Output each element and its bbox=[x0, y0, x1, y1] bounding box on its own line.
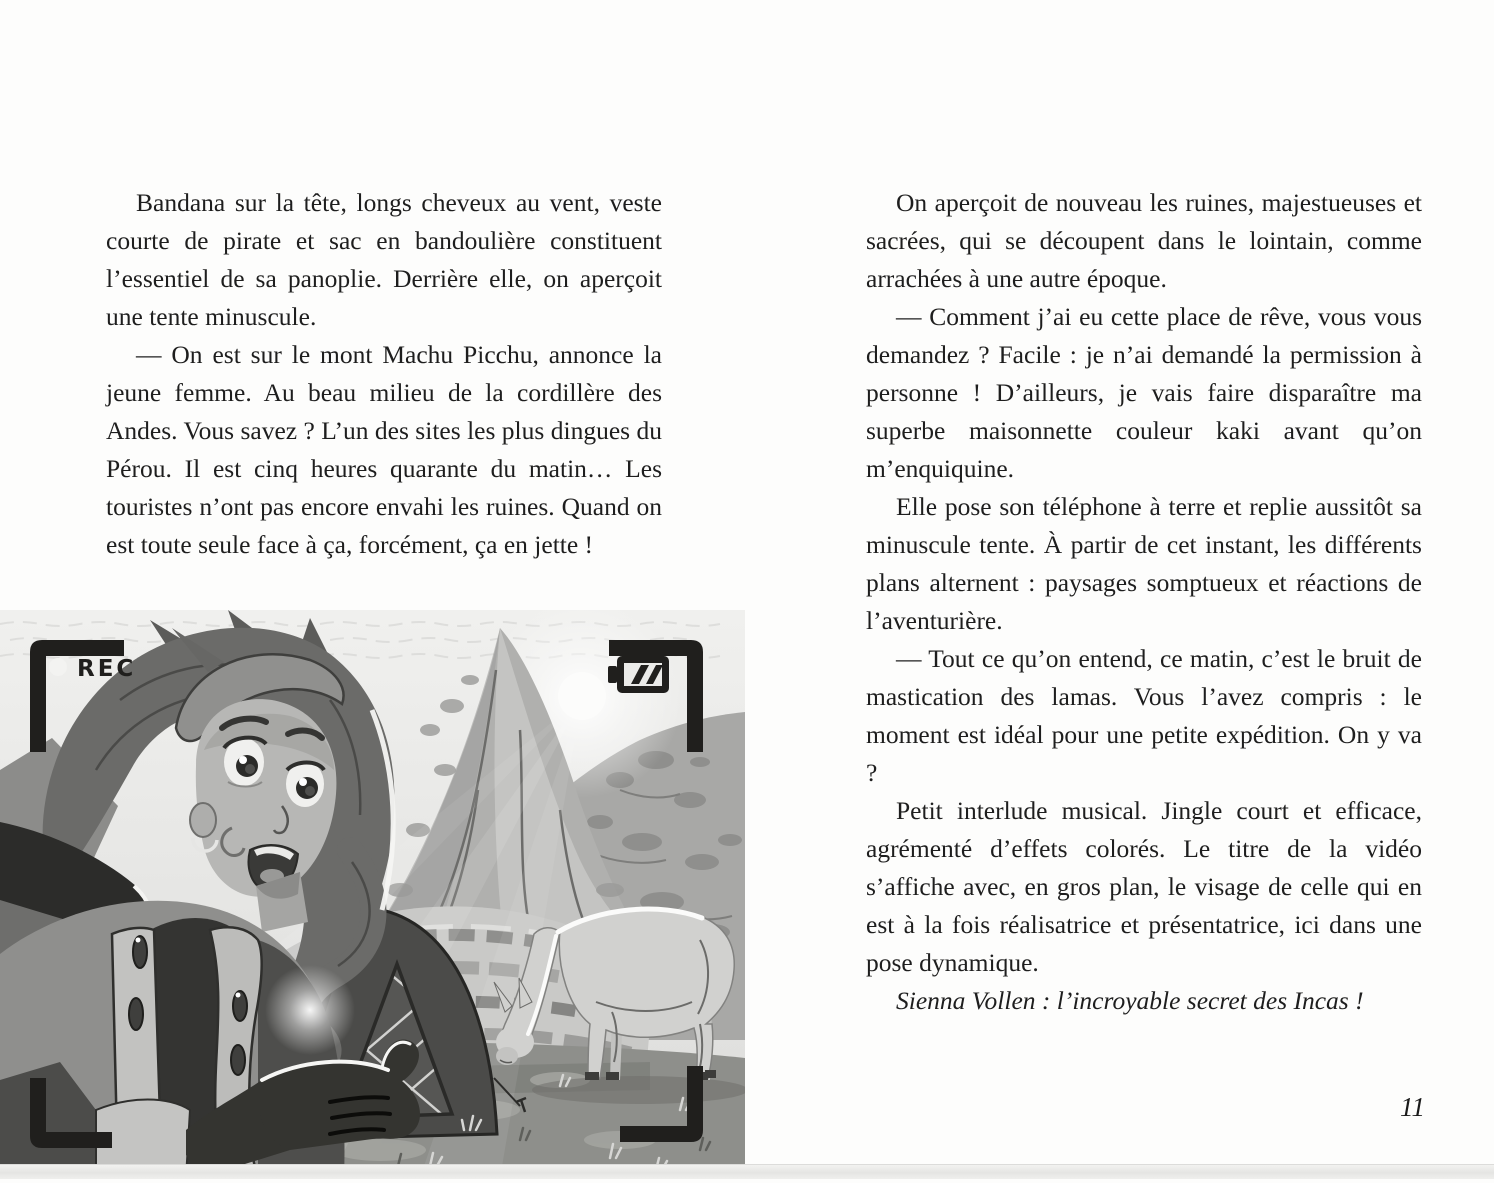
paragraph: — Comment j’ai eu cette place de rêve, vous vous demandez ? Facile : je n’ai demandé la permission à personne ! D’ailleurs, je vais faire disparaître ma superbe maisonnette couleur kaki avant qu’on m’enquiquine. bbox=[866, 302, 1422, 483]
right-page-text bbox=[866, 184, 1422, 1020]
illustration-canvas bbox=[0, 610, 745, 1178]
rec-label: REC bbox=[77, 656, 137, 682]
paragraph: Elle pose son téléphone à terre et replie aussitôt sa minuscule tente. À partir de cet instant, les différents plans alternent : paysages somptueux et réactions de l’aventurière. bbox=[866, 492, 1422, 635]
page-bottom-edge bbox=[0, 1164, 1494, 1179]
rec-dot bbox=[49, 658, 67, 676]
paragraph: On aperçoit de nouveau les ruines, majestueuses et sacrées, qui se découpent dans le lointain, comme arrachées à une autre époque. bbox=[866, 188, 1422, 293]
paragraph: — On est sur le mont Machu Picchu, annonce la jeune femme. Au beau milieu de la cordillère des Andes. Vous savez ? L’un des sites les plus dingues du Pérou. Il est cinq heures quarante du matin… Les touristes n’ont pas encore envahi les ruines. Quand on est toute seule face à ça, forcément, ça en jette ! bbox=[106, 340, 662, 559]
page-number: 11 bbox=[1400, 1092, 1425, 1122]
video-title-line: Sienna Vollen : l’incroyable secret des Incas ! bbox=[896, 986, 1364, 1015]
phone-glow bbox=[265, 965, 355, 1055]
paragraph: Petit interlude musical. Jingle court et efficace, agrémenté d’effets colorés. Le titre de la vidéo s’affiche avec, en gros plan, le visage de celle qui en est à la fois réalisatrice et présentatrice, ici dans une pose dynamique. bbox=[866, 796, 1422, 977]
illustration-video-still bbox=[0, 610, 745, 1178]
paragraph: Bandana sur la tête, longs cheveux au vent, veste courte de pirate et sac en bandoulière constituent l’essentiel de sa panoplie. Derrière elle, on aperçoit une tente minuscule. bbox=[106, 188, 662, 331]
ear bbox=[190, 803, 216, 837]
paragraph: — Tout ce qu’on entend, ce matin, c’est le bruit de mastication des lamas. Vous l’avez compris : le moment est idéal pour une petite expédition. On y va ? bbox=[866, 644, 1422, 787]
left-page-text bbox=[106, 184, 662, 564]
battery-icon bbox=[608, 656, 669, 693]
